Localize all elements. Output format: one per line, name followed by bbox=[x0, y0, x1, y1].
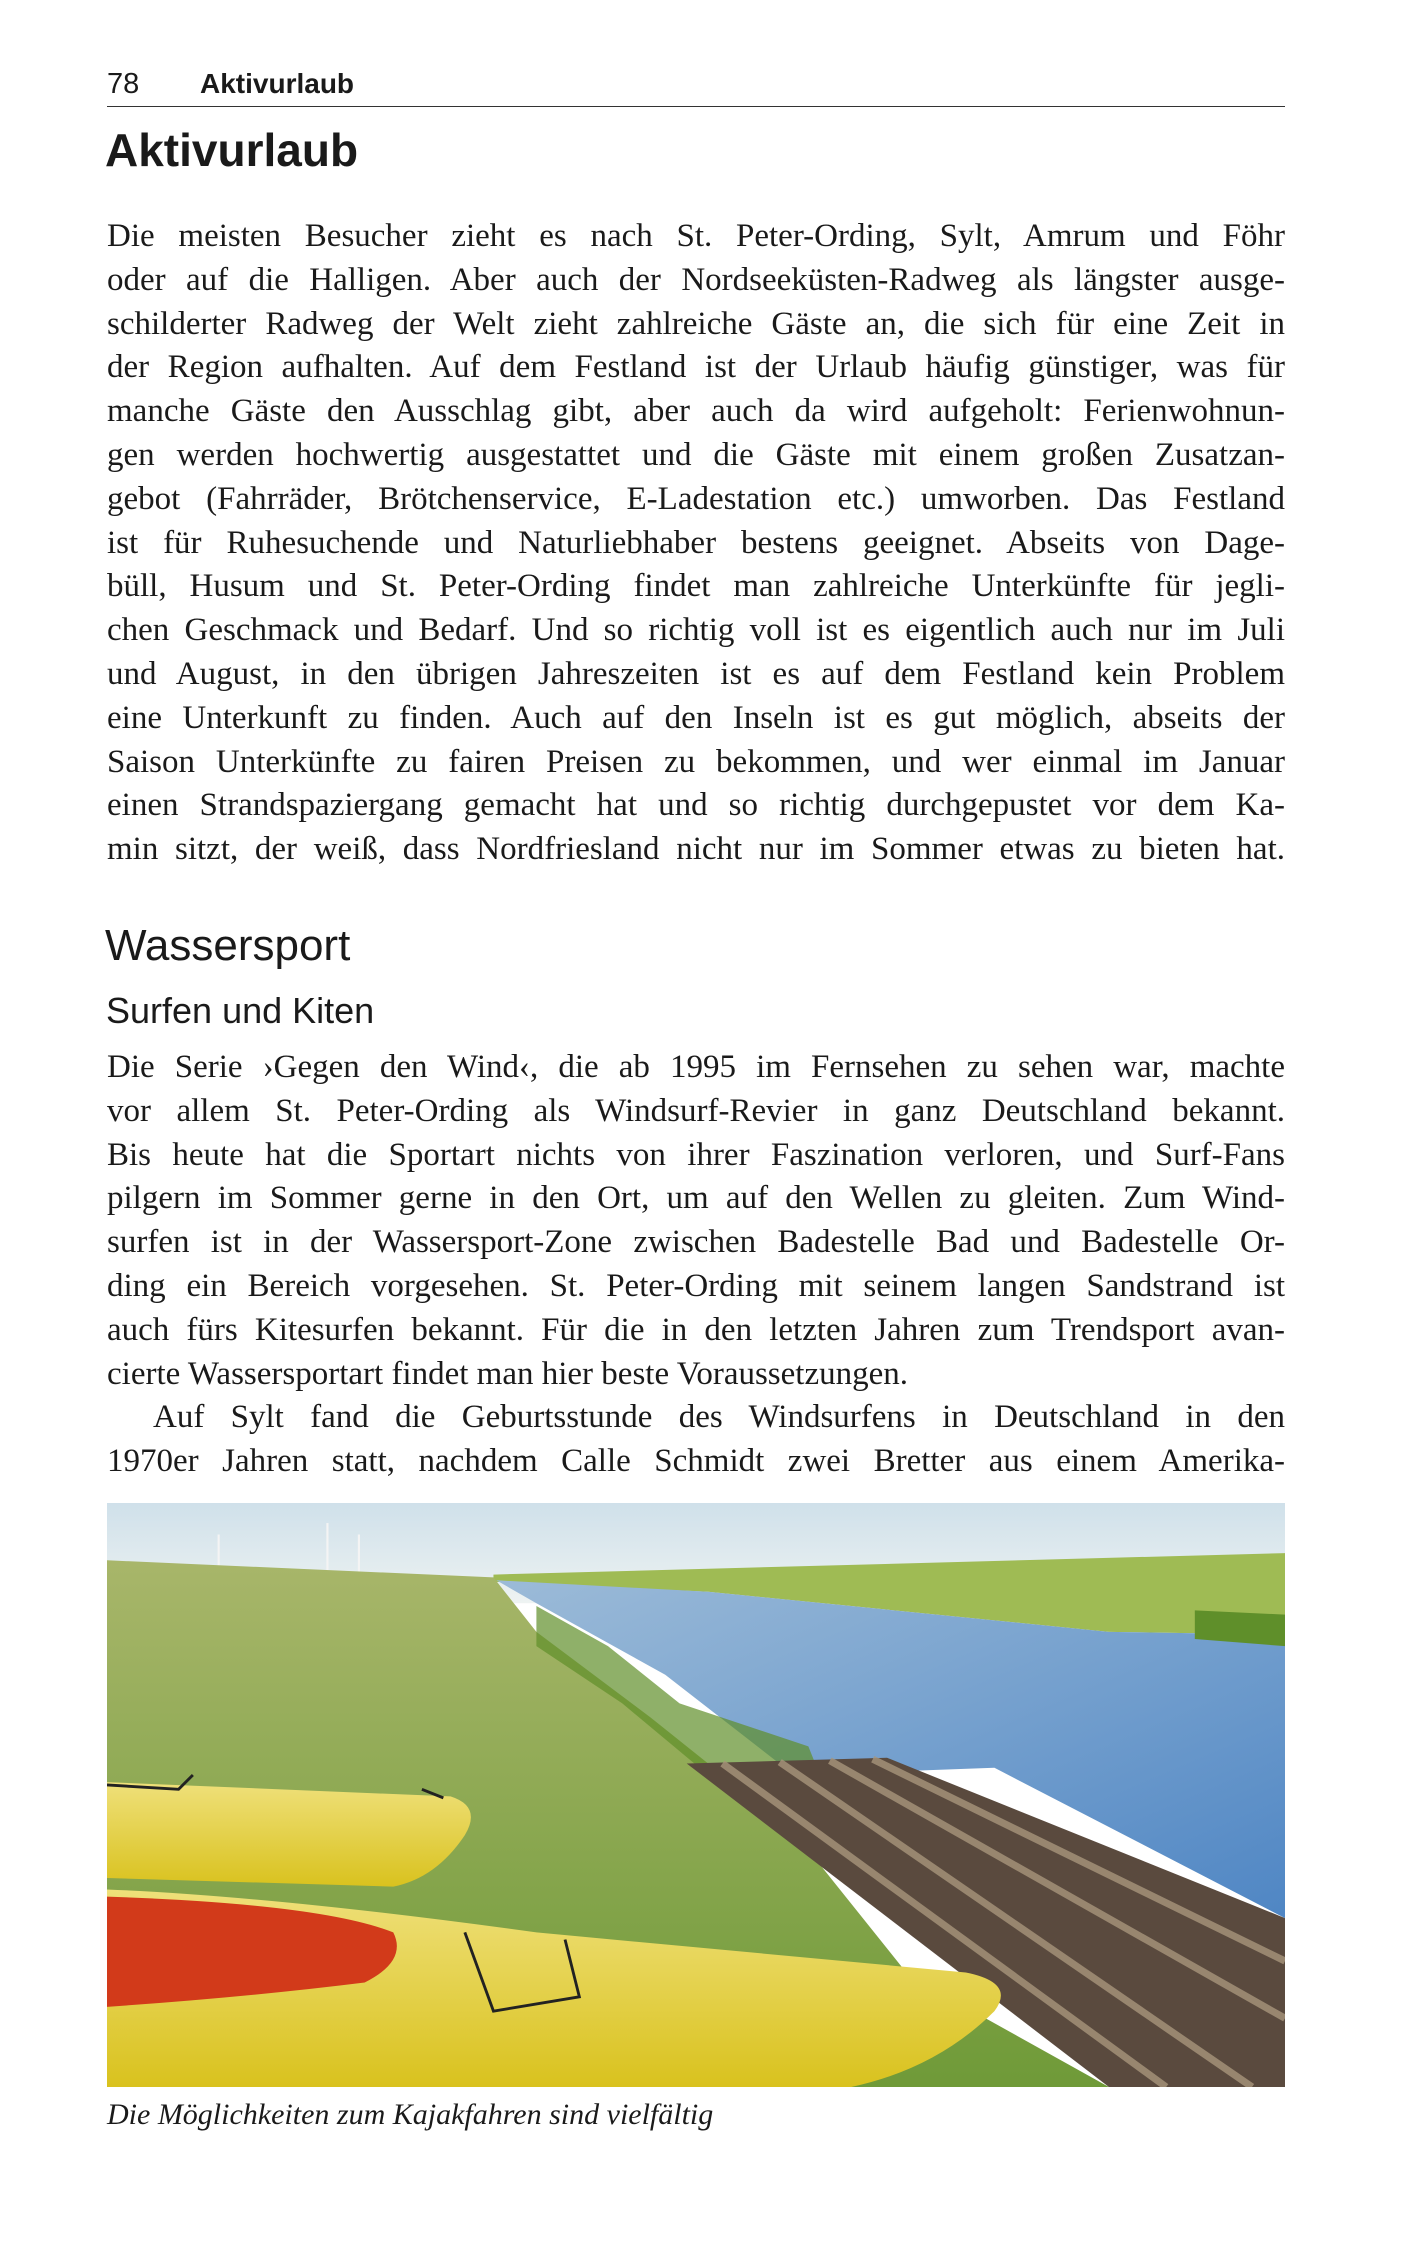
text-line: Die meisten Besucher zieht es nach St. Peter-Ording, Sylt, Amrum und Föhr bbox=[107, 218, 1285, 254]
text-line: gebot (Fahrräder, Brötchenservice, E-Ladestation etc.) umworben. Das Festland bbox=[107, 480, 1285, 517]
intro-paragraph bbox=[107, 215, 1285, 872]
text-line: surfen ist in der Wassersport-Zone zwischen Badestelle Bad und Badestelle Or- bbox=[107, 1224, 1285, 1261]
text-line: min sitzt, der weiß, dass Nordfriesland nicht nur im Sommer etwas zu bieten hat. bbox=[107, 831, 1285, 868]
text-line: gen werden hochwertig ausgestattet und die Gäste mit einem großen Zusatzan- bbox=[107, 436, 1285, 473]
text-line: chen Geschmack und Bedarf. Und so richtig voll ist es eigentlich auch nur im Juli bbox=[107, 612, 1285, 649]
subsection-heading: Surfen und Kiten bbox=[106, 990, 375, 1031]
kayak-top bbox=[107, 1782, 471, 1886]
text-line: cierte Wassersportart findet man hier beste Voraussetzungen. bbox=[107, 1355, 909, 1392]
text-line: oder auf die Halligen. Aber auch der Nordseeküsten-Radweg als längster ausge- bbox=[107, 261, 1285, 298]
text-line: ding ein Bereich vorgesehen. St. Peter-Ording mit seinem langen Sandstrand ist bbox=[107, 1267, 1285, 1304]
photo-caption: Die Möglichkeiten zum Kajakfahren sind vielfältig bbox=[107, 2098, 714, 2131]
text-line: eine Unterkunft zu finden. Auch auf den Inseln ist es gut möglich, abseits der bbox=[107, 699, 1285, 736]
text-line: vor allem St. Peter-Ording als Windsurf-Revier in ganz Deutschland bekannt. bbox=[107, 1092, 1285, 1129]
text-line: der Region aufhalten. Auf dem Festland ist der Urlaub häufig günstiger, was für bbox=[107, 349, 1285, 386]
kayak-photo bbox=[107, 1503, 1285, 2087]
text-line: Saison Unterkünfte zu fairen Preisen zu bekommen, und wer einmal im Januar bbox=[107, 743, 1285, 780]
text-line: schilderter Radweg der Welt zieht zahlreiche Gäste an, die sich für eine Zeit in bbox=[107, 305, 1285, 342]
text-line: 1970er Jahren statt, nachdem Calle Schmidt zwei Bretter aus einem Amerika- bbox=[107, 1443, 1285, 1480]
text-line: Auf Sylt fand die Geburtsstunde des Windsurfens in Deutschland in den bbox=[153, 1399, 1285, 1436]
chapter-title: Aktivurlaub bbox=[105, 124, 359, 176]
section-heading: Wassersport bbox=[105, 921, 351, 970]
text-line: ist für Ruhesuchende und Naturliebhaber bestens geeignet. Abseits von Dage- bbox=[107, 524, 1285, 561]
text-line: pilgern im Sommer gerne in den Ort, um auf den Wellen zu gleiten. Zum Wind- bbox=[107, 1180, 1285, 1217]
text-line: auch fürs Kitesurfen bekannt. Für die in den letzten Jahren zum Trendsport avan- bbox=[107, 1311, 1285, 1348]
text-line: Die Serie ›Gegen den Wind‹, die ab 1995 im Fernsehen zu sehen war, machte bbox=[107, 1049, 1285, 1085]
text-line: Bis heute hat die Sportart nichts von ihrer Faszination verloren, und Surf-Fans bbox=[107, 1136, 1285, 1173]
surf-paragraphs bbox=[107, 1046, 1285, 1484]
text-line: einen Strandspaziergang gemacht hat und so richtig durchgepustet vor dem Ka- bbox=[107, 787, 1285, 824]
page-number: 78 bbox=[107, 68, 140, 100]
running-head-title: Aktivurlaub bbox=[200, 68, 355, 99]
text-line: manche Gäste den Ausschlag gibt, aber auch da wird aufgeholt: Ferienwohnun- bbox=[107, 393, 1285, 430]
running-head bbox=[107, 68, 1285, 107]
text-line: büll, Husum und St. Peter-Ording findet man zahlreiche Unterkünfte für jegli- bbox=[107, 568, 1285, 605]
text-line: und August, in den übrigen Jahreszeiten ist es auf dem Festland kein Problem bbox=[107, 655, 1285, 692]
